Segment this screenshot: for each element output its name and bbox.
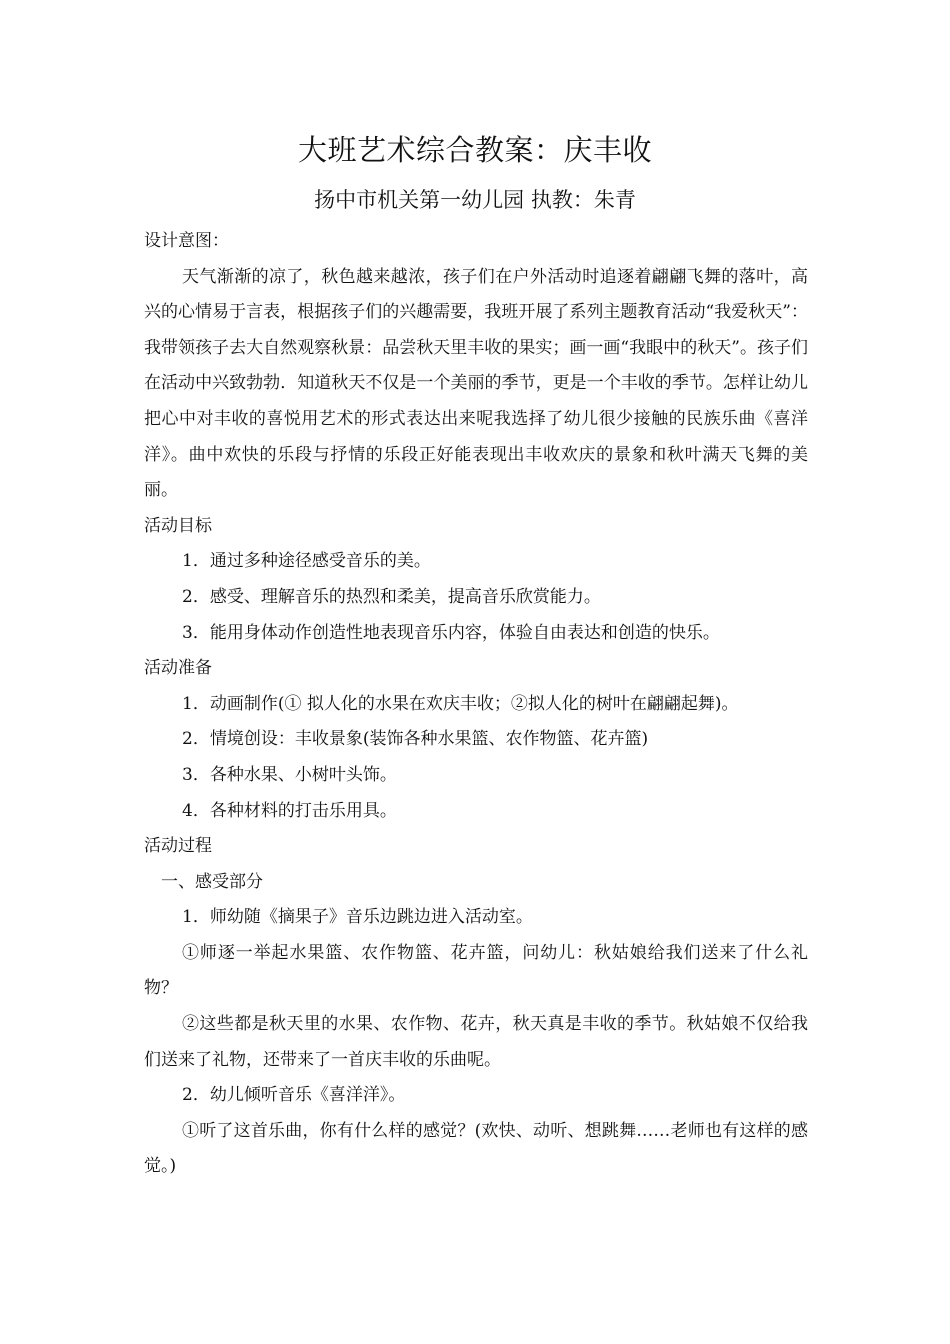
prep-item: 3．各种水果、小树叶头饰。	[182, 764, 397, 785]
process-paragraph: ①师逐一举起水果篮、农作物篮、花卉篮，问幼儿：秋姑娘给我们送来了什么礼物？	[144, 942, 808, 999]
design-heading: 设计意图：	[144, 231, 229, 251]
process-heading: 活动过程	[144, 836, 212, 857]
prep-item: 1．动画制作(① 拟人化的水果在欢庆丰收；②拟人化的树叶在翩翩起舞)。	[182, 693, 739, 714]
part1-heading: 一、感受部分	[161, 871, 263, 892]
goals-heading: 活动目标	[144, 515, 212, 536]
goal-item: 3．能用身体动作创造性地表现音乐内容，体验自由表达和创造的快乐。	[182, 622, 720, 643]
goal-item: 1．通过多种途径感受音乐的美。	[182, 551, 431, 572]
goal-item: 2．感受、理解音乐的热烈和柔美，提高音乐欣赏能力。	[182, 586, 601, 607]
prep-item: 2．情境创设：丰收景象(装饰各种水果篮、农作物篮、花卉篮)	[182, 729, 649, 750]
process-paragraph: ①听了这首乐曲，你有什么样的感觉？(欢快、动听、想跳舞……老师也有这样的感觉。)	[144, 1120, 808, 1177]
process-item: 2．幼儿倾听音乐《喜洋洋》。	[182, 1085, 406, 1106]
prep-heading: 活动准备	[144, 658, 212, 679]
document-body	[144, 224, 808, 1185]
process-paragraph: ②这些都是秋天里的水果、农作物、花卉，秋天真是丰收的季节。秋姑娘不仅给我们送来了礼物，还带来了一首庆丰收的乐曲呢。	[144, 1014, 808, 1070]
document-subtitle: 扬中市机关第一幼儿园 执教：朱青	[314, 188, 636, 212]
document-title: 大班艺术综合教案：庆丰收	[297, 133, 652, 167]
process-item: 1．师幼随《摘果子》音乐边跳边进入活动室。	[182, 907, 533, 928]
prep-item: 4．各种材料的打击乐用具。	[182, 800, 397, 821]
design-paragraph: 天气渐渐的凉了，秋色越来越浓，孩子们在户外活动时追逐着翩翩飞舞的落叶，高兴的心情易于言表，根据孩子们的兴趣需要，我班开展了系列主题教育活动“我爱秋天”：我带领孩子去大自然观察秋景：品尝秋天里丰收的果实；画一画“我眼中的秋天”。孩子们在活动中兴致勃勃．知道秋天不仅是一个美丽的季节，更是一个丰收的季节。怎样让幼儿把心中对丰收的喜悦用艺术的形式表达出来呢我选择了幼儿很少接触的民族乐曲《喜洋洋》。曲中欢快的乐段与抒情的乐段正好能表现出丰收欢庆的景象和秋叶满天飞舞的美丽。	[144, 266, 808, 501]
